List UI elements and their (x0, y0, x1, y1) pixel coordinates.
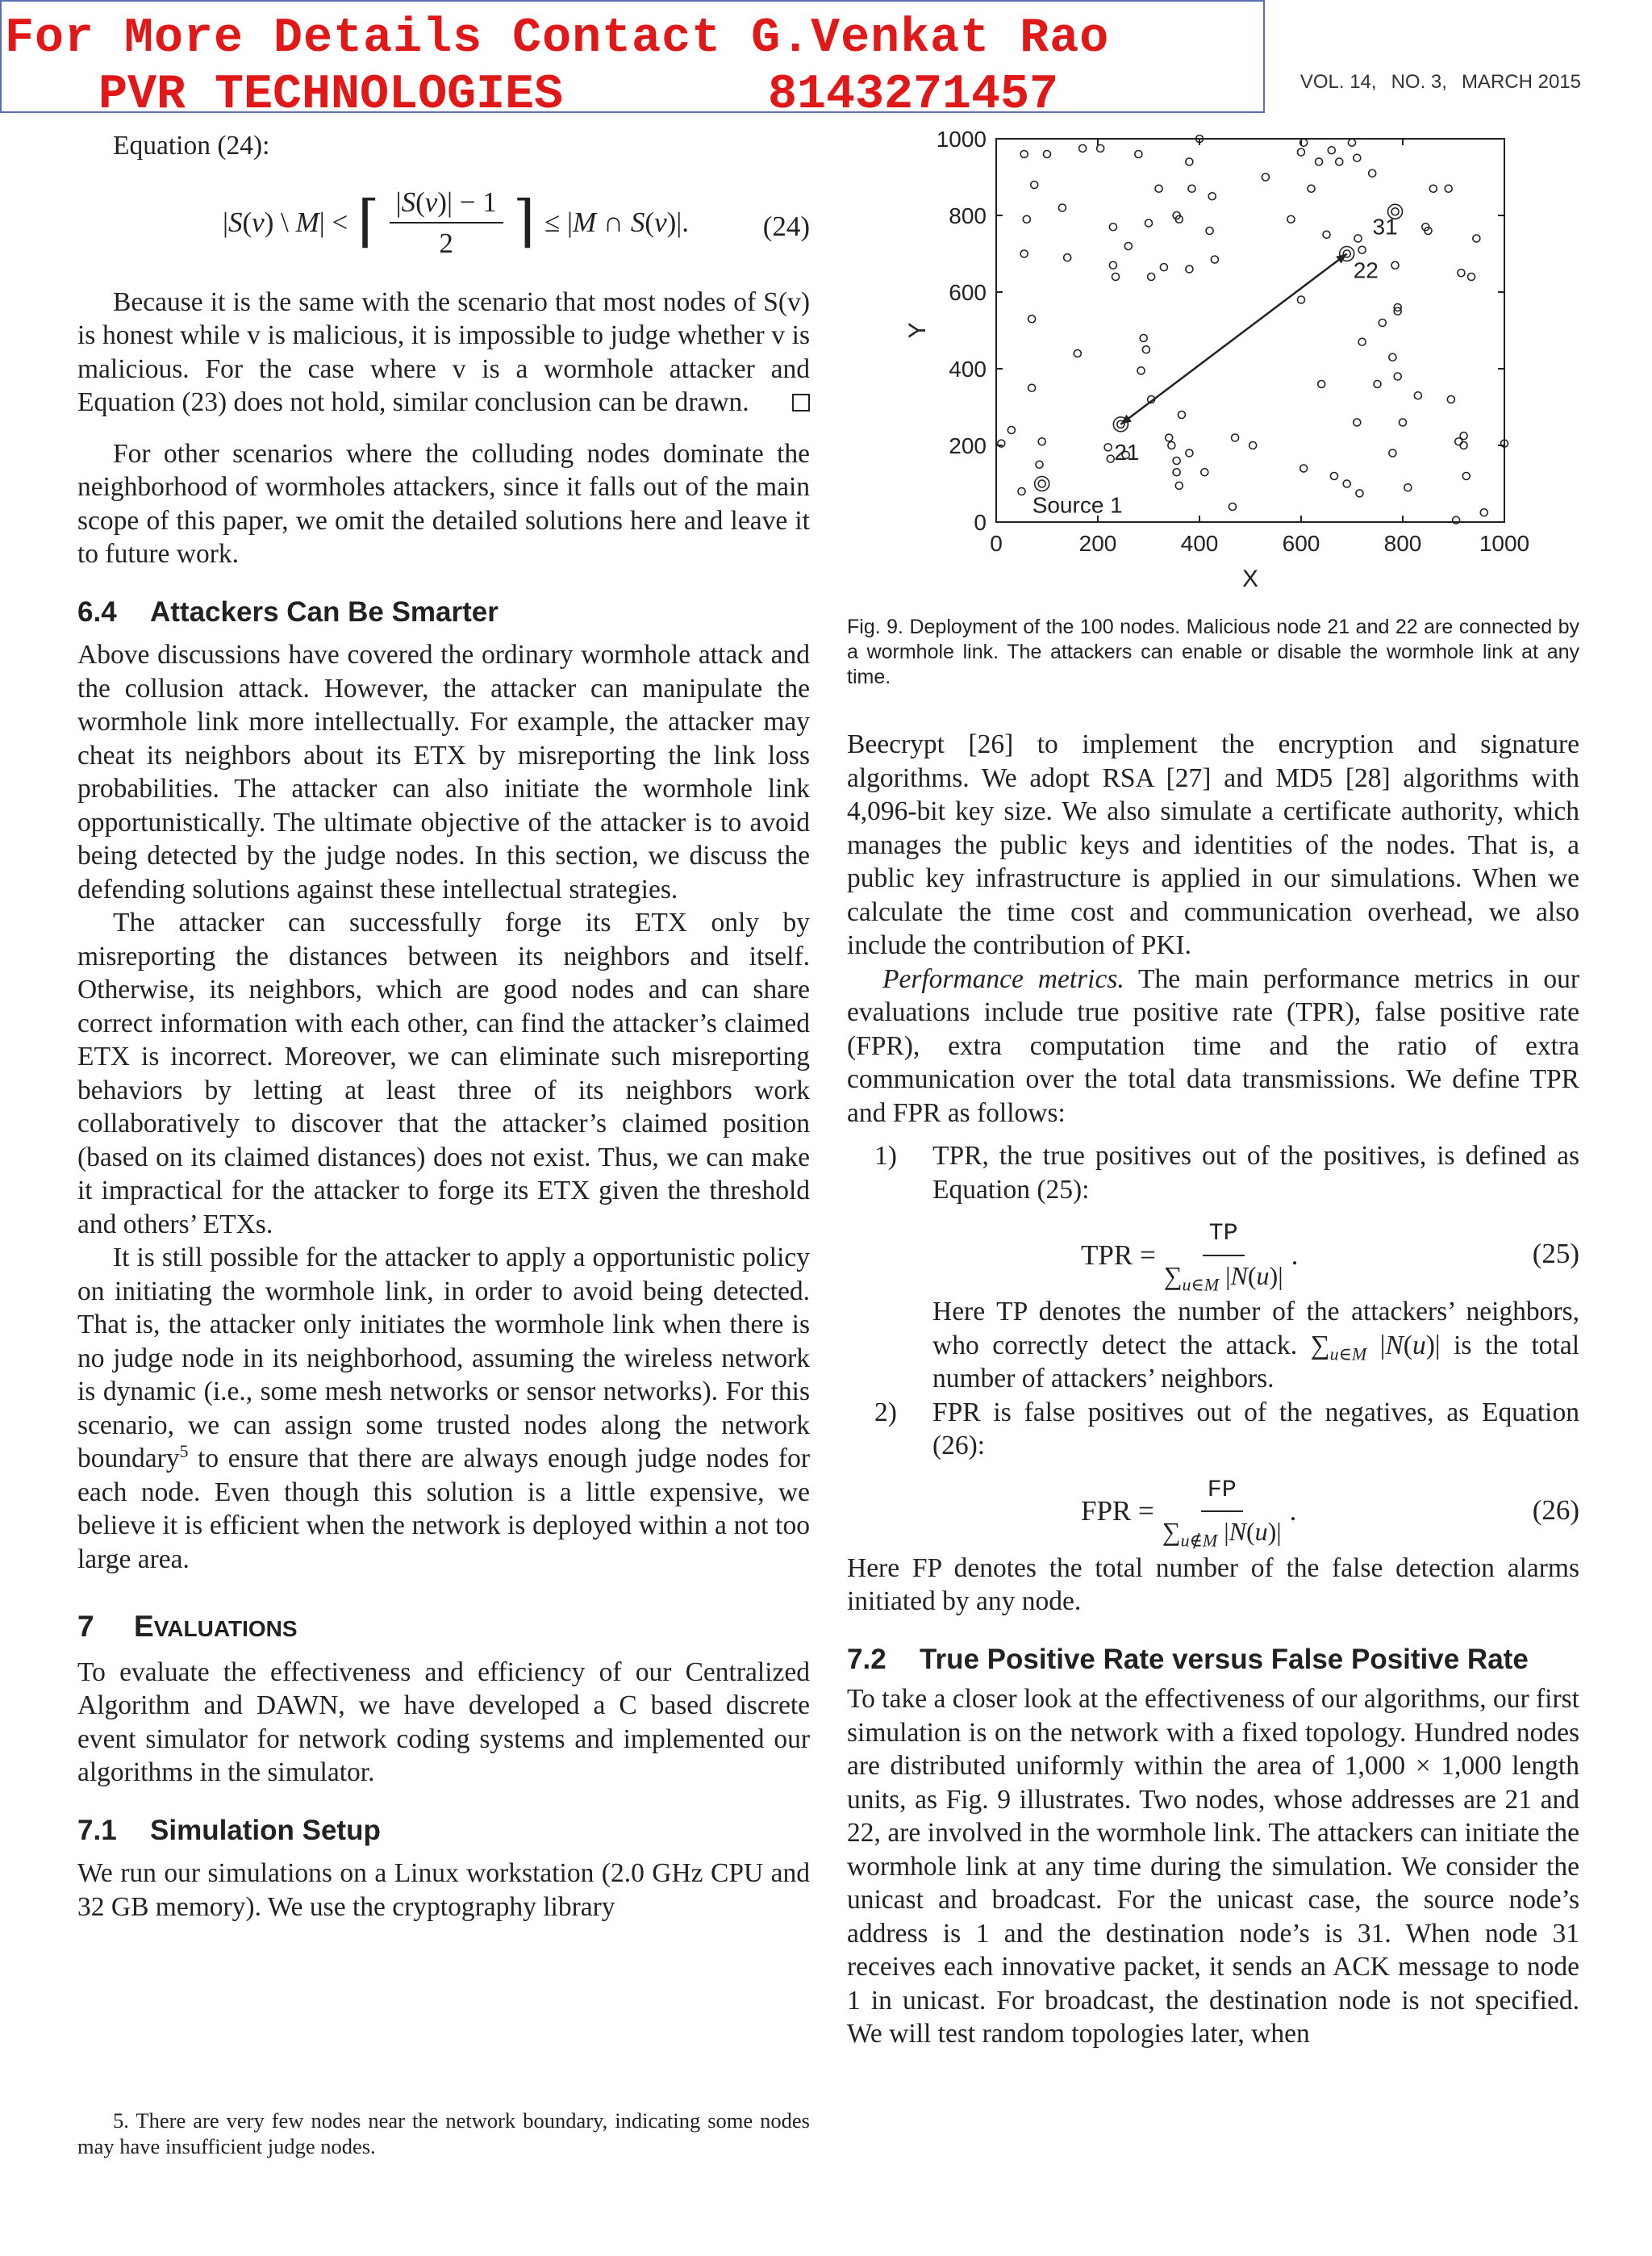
issue: NO. 3, (1391, 71, 1447, 93)
node-point (1148, 274, 1155, 281)
volume: VOL. 14, (1299, 71, 1377, 93)
scatter-chart (887, 121, 1581, 605)
node-point (1349, 139, 1356, 146)
node-annotation: 31 (1372, 214, 1398, 240)
x-tick-label: 600 (1282, 531, 1320, 556)
x-tick-label: 800 (1383, 531, 1422, 556)
node-point (1186, 265, 1193, 273)
paragraph: To evaluate the effectiveness and efficiency of our Centralized Algorithm and DAWN, we have developed a C based discrete event simulator for network coding systems and implemented our algorithms in the simulator. (77, 1656, 810, 1787)
figure-9 (887, 121, 1581, 605)
node-point (1124, 243, 1132, 250)
node-point (1354, 235, 1362, 242)
paragraph: It is still possible for the attacker to apply a opportunistic policy on initiating the wormhole link, in order to avoid being detected. That is, the attacker only initiates the wormhole link when there is no judge node in its neighborhood, assuming the wireless network is dynamic (i.e., some mesh networks or sensor networks). For this scenario, we can assign some trusted nodes along the network boundary$^5$ to ensure that there are always enough judge nodes for each node. Even though this solution is a little expensive, we believe it is efficient when the network is deployed within a not too large area. (77, 1243, 810, 1574)
y-axis-label: Y (904, 322, 931, 339)
node-point (1031, 182, 1038, 189)
y-tick-label: 400 (949, 357, 987, 382)
node-point (1318, 381, 1325, 388)
node-point (1447, 396, 1454, 403)
node-point (1354, 419, 1361, 426)
node-point (1079, 144, 1087, 152)
node-point (1038, 480, 1045, 487)
node-point (1229, 503, 1236, 511)
node-point (1206, 228, 1213, 235)
node-point (1166, 434, 1173, 441)
section-7-2-heading: 7.2 True Positive Rate versus False Positive Rate (847, 1643, 1529, 1675)
x-tick-label: 400 (1180, 531, 1219, 556)
paragraph: Above discussions have covered the ordinary wormhole attack and the collusion attack. However, the attacker can manipulate the wormhole link more intellectually. For example, the attacker may cheat its neighbors about its ETX by misreporting the link loss probabilities. The attacker can also initiate the wormhole link opportunistically. The ultimate objective of the attacker is to avoid being detected by the judge nodes. In this section, we discuss the defending solutions against these intellectual strategies. (77, 640, 810, 904)
node-point (1135, 151, 1142, 158)
node-point (1379, 320, 1386, 327)
metrics-list (847, 1139, 1579, 1552)
node-point (1186, 158, 1193, 165)
node-point (1460, 432, 1467, 440)
node-point (1328, 147, 1335, 154)
node-point (1400, 419, 1407, 426)
node-point (1168, 442, 1175, 449)
banner-company: PVR TECHNOLOGIES (98, 68, 564, 123)
node-point (1394, 373, 1401, 380)
section-7-1-heading: 7.1 Simulation Setup (77, 1814, 381, 1846)
node-point (1188, 185, 1195, 192)
node-point (1287, 215, 1295, 223)
node-point (1137, 367, 1145, 374)
node-point (1232, 434, 1239, 441)
node-point (1262, 173, 1269, 181)
node-point (1369, 169, 1376, 177)
node-point (1160, 264, 1167, 271)
node-point (1018, 488, 1025, 495)
node-point (1074, 350, 1081, 357)
node-point (1298, 148, 1305, 156)
issue-date: MARCH 2015 (1461, 71, 1581, 93)
node-point (1414, 392, 1421, 399)
node-point (1109, 224, 1116, 231)
node-point (1109, 261, 1116, 269)
node-point (1356, 490, 1363, 497)
node-point (1044, 151, 1051, 158)
node-point (1458, 269, 1465, 277)
node-point (1173, 457, 1180, 465)
node-point (1058, 204, 1066, 211)
node-point (1429, 185, 1437, 192)
paragraph: To take a closer look at the effectiveness of our algorithms, our first simulation is on the network with a fixed topology. Hundred nodes are distributed uniformly within the area of 1,000 × 1,000 length units, as Fig. 9 illustrates. Two nodes, whose addresses are 21 and 22, are involved in the wormhole link. The attackers can initiate the wormhole link at any time during the simulation. We consider the unicast and broadcast. For the unicast case, the source node’s address is 1 and the destination node’s is 31. When node 31 receives each innovative packet, it sends an ACK message to node 1 in unicast. For broadcast, the destination node is not specified. We will test random topologies later, when (847, 1684, 1579, 2049)
y-tick-label: 1000 (936, 127, 987, 152)
list-item: 1) TPR, the true positives out of the positives, is defined as Equation (25): TPR = $\frac{TP}{\sum_{u\in M} |N(u)|}$ . (25) Here TP denotes the number of the attackers’ neighbors, who correctly detect the attack. $\sum_{u\in M}$ |N(u)| is the total number of attackers’ neighbors. (847, 1139, 1579, 1396)
footnote: 5. There are very few nodes near the network boundary, indicating some nodes may have insufficient judge nodes. (77, 2108, 810, 2158)
node-point (1354, 154, 1361, 161)
node-point (1404, 484, 1412, 491)
node-point (1473, 235, 1480, 242)
paragraph: Performance metrics. The main performance metrics in our evaluations include true positive rate (TPR), false positive rate (FPR), extra computation time and the ratio of extra communication over the total data transmissions. We define TPR and FPR as follows: (847, 963, 1580, 1128)
node-point (1336, 158, 1343, 165)
eq24-intro: Equation (24): (113, 131, 270, 161)
node-point (1468, 274, 1475, 281)
paragraph: Beecrypt [26] to implement the encryption and signature algorithms. We adopt RSA [27] and MD5 [28] algorithms with 4,096-bit key size. We also simulate a certificate authority, which manages the public keys and identities of the nodes. That is, a public key infrastructure is applied in our simulations. When we calculate the time cost and communication overhead, we also include the contribution of PKI. (847, 729, 1579, 960)
node-point (1036, 461, 1043, 468)
paragraph: Here FP denotes the total number of the false detection alarms initiated by any node. (847, 1552, 1579, 1616)
node-point (1186, 449, 1193, 457)
banner-line-1: For More Details Contact G.Venkat Rao (5, 11, 1110, 66)
node-point (1028, 384, 1036, 391)
section-6-4-heading: 6.4 Attackers Can Be Smarter (77, 595, 499, 628)
y-tick-label: 200 (949, 433, 987, 458)
eq24-number: (24) (762, 210, 810, 242)
node-point (1358, 246, 1366, 253)
node-point (1178, 412, 1185, 419)
banner-phone: 8143271457 (768, 68, 1059, 123)
highlight-ring (1113, 417, 1128, 432)
node-point (1211, 256, 1218, 263)
figure-caption: Fig. 9. Deployment of the 100 nodes. Malicious node 21 and 22 are connected by a wormhole link. The attackers can enable or disable the wormhole link at any time. (847, 616, 1579, 688)
highlight-ring (1035, 477, 1049, 491)
node-point (1020, 151, 1028, 158)
list-item: 2) FPR is false positives out of the negatives, as Equation (26): FPR = $\frac{FP}{\sum_{u\notin M} |N(u)|}$ . (26) (847, 1396, 1579, 1552)
promo-banner (0, 0, 1265, 123)
y-tick-label: 800 (949, 203, 987, 228)
x-tick-label: 0 (990, 531, 1003, 556)
node-point (1038, 438, 1045, 445)
node-point (1358, 338, 1366, 345)
node-point (1140, 335, 1147, 342)
node-point (1007, 427, 1015, 434)
paragraph: For other scenarios where the colluding nodes dominate the neighborhood of wormholes attackers, since it falls out of the main scope of this paper, we omit the detailed solutions here and leave it to future work. (77, 438, 810, 569)
node-point (1460, 442, 1467, 449)
x-tick-label: 1000 (1479, 531, 1530, 556)
equation-26: FPR = $\frac{FP}{\sum_{u\notin M} |N(u)|}$ . (26) (847, 1463, 1579, 1552)
node-point (1391, 261, 1399, 269)
node-point (1208, 193, 1216, 200)
x-tick-label: 200 (1078, 531, 1117, 556)
right-column (847, 728, 1579, 2051)
node-point (1249, 442, 1257, 449)
node-point (1142, 346, 1149, 353)
node-point (1298, 296, 1305, 303)
node-point (1316, 158, 1323, 165)
node-point (1097, 144, 1104, 152)
node-point (1020, 250, 1028, 257)
node-point (1389, 449, 1396, 457)
node-point (1462, 473, 1470, 480)
node-point (1389, 353, 1396, 361)
node-point (1175, 482, 1183, 489)
paragraph: We run our simulations on a Linux workstation (2.0 GHz CPU and 32 GB memory). We use the cryptography library (77, 1858, 810, 1922)
node-point (1343, 480, 1350, 487)
node-point (1104, 444, 1112, 451)
node-point (1300, 465, 1308, 472)
node-annotation: 22 (1353, 257, 1379, 283)
node-annotation: 21 (1114, 439, 1140, 465)
node-point (1028, 315, 1036, 323)
node-point (1145, 219, 1153, 227)
node-point (1155, 185, 1162, 192)
plot-frame (996, 139, 1504, 522)
section-7-heading: 7 EVALUATIONS (77, 1610, 298, 1643)
node-point (1445, 185, 1452, 192)
equation-25: TPR = $\frac{TP}{\sum_{u\in M} |N(u)|}$ . (25) (847, 1206, 1579, 1295)
node-point (1308, 185, 1315, 192)
paragraph: The attacker can successfully forge its ETX only by misreporting the distances between its neighbors and itself. Otherwise, its neighbors, which are good nodes and can share correct information with each other, can find the attacker’s claimed ETX is incorrect. Moreover, we can eliminate such misreporting behaviors by letting at least three of its neighbors work collaboratively to discover that the attacker’s claimed position (based on its claimed distances) does not exist. Thus, we can make it impractical for the attacker to forge its ETX given the threshold and others’ ETXs. (77, 908, 810, 1239)
equation-24: |S(v) \ M| < ⌈ $\frac{|S(v)| - 1}{2}$ ⌉ ≤ |M ∩ S(v)|. (24) (223, 186, 810, 259)
paragraph: Because it is the same with the scenario that most nodes of S(v) is honest while v is malicious, it is impossible to judge whether v is malicious. For the case where v is a wormhole attacker and Equation (23) does not hold, similar conclusion can be drawn. (77, 286, 810, 417)
y-tick-label: 600 (949, 280, 987, 305)
left-column (77, 129, 810, 1924)
qed-box (792, 394, 810, 412)
node-point (1112, 274, 1120, 281)
node-annotation: Source 1 (1032, 492, 1123, 518)
node-point (1201, 469, 1208, 476)
node-point (1480, 509, 1487, 516)
node-point (1374, 381, 1381, 388)
node-point (1064, 254, 1071, 261)
x-axis-label: X (1241, 566, 1259, 592)
wormhole-link (1120, 254, 1346, 424)
node-point (1023, 215, 1030, 223)
node-point (1330, 473, 1337, 480)
y-tick-label: 0 (974, 510, 987, 535)
node-point (1173, 469, 1180, 476)
node-point (1323, 231, 1330, 238)
node-point (1107, 455, 1114, 462)
running-head (1270, 71, 1581, 94)
